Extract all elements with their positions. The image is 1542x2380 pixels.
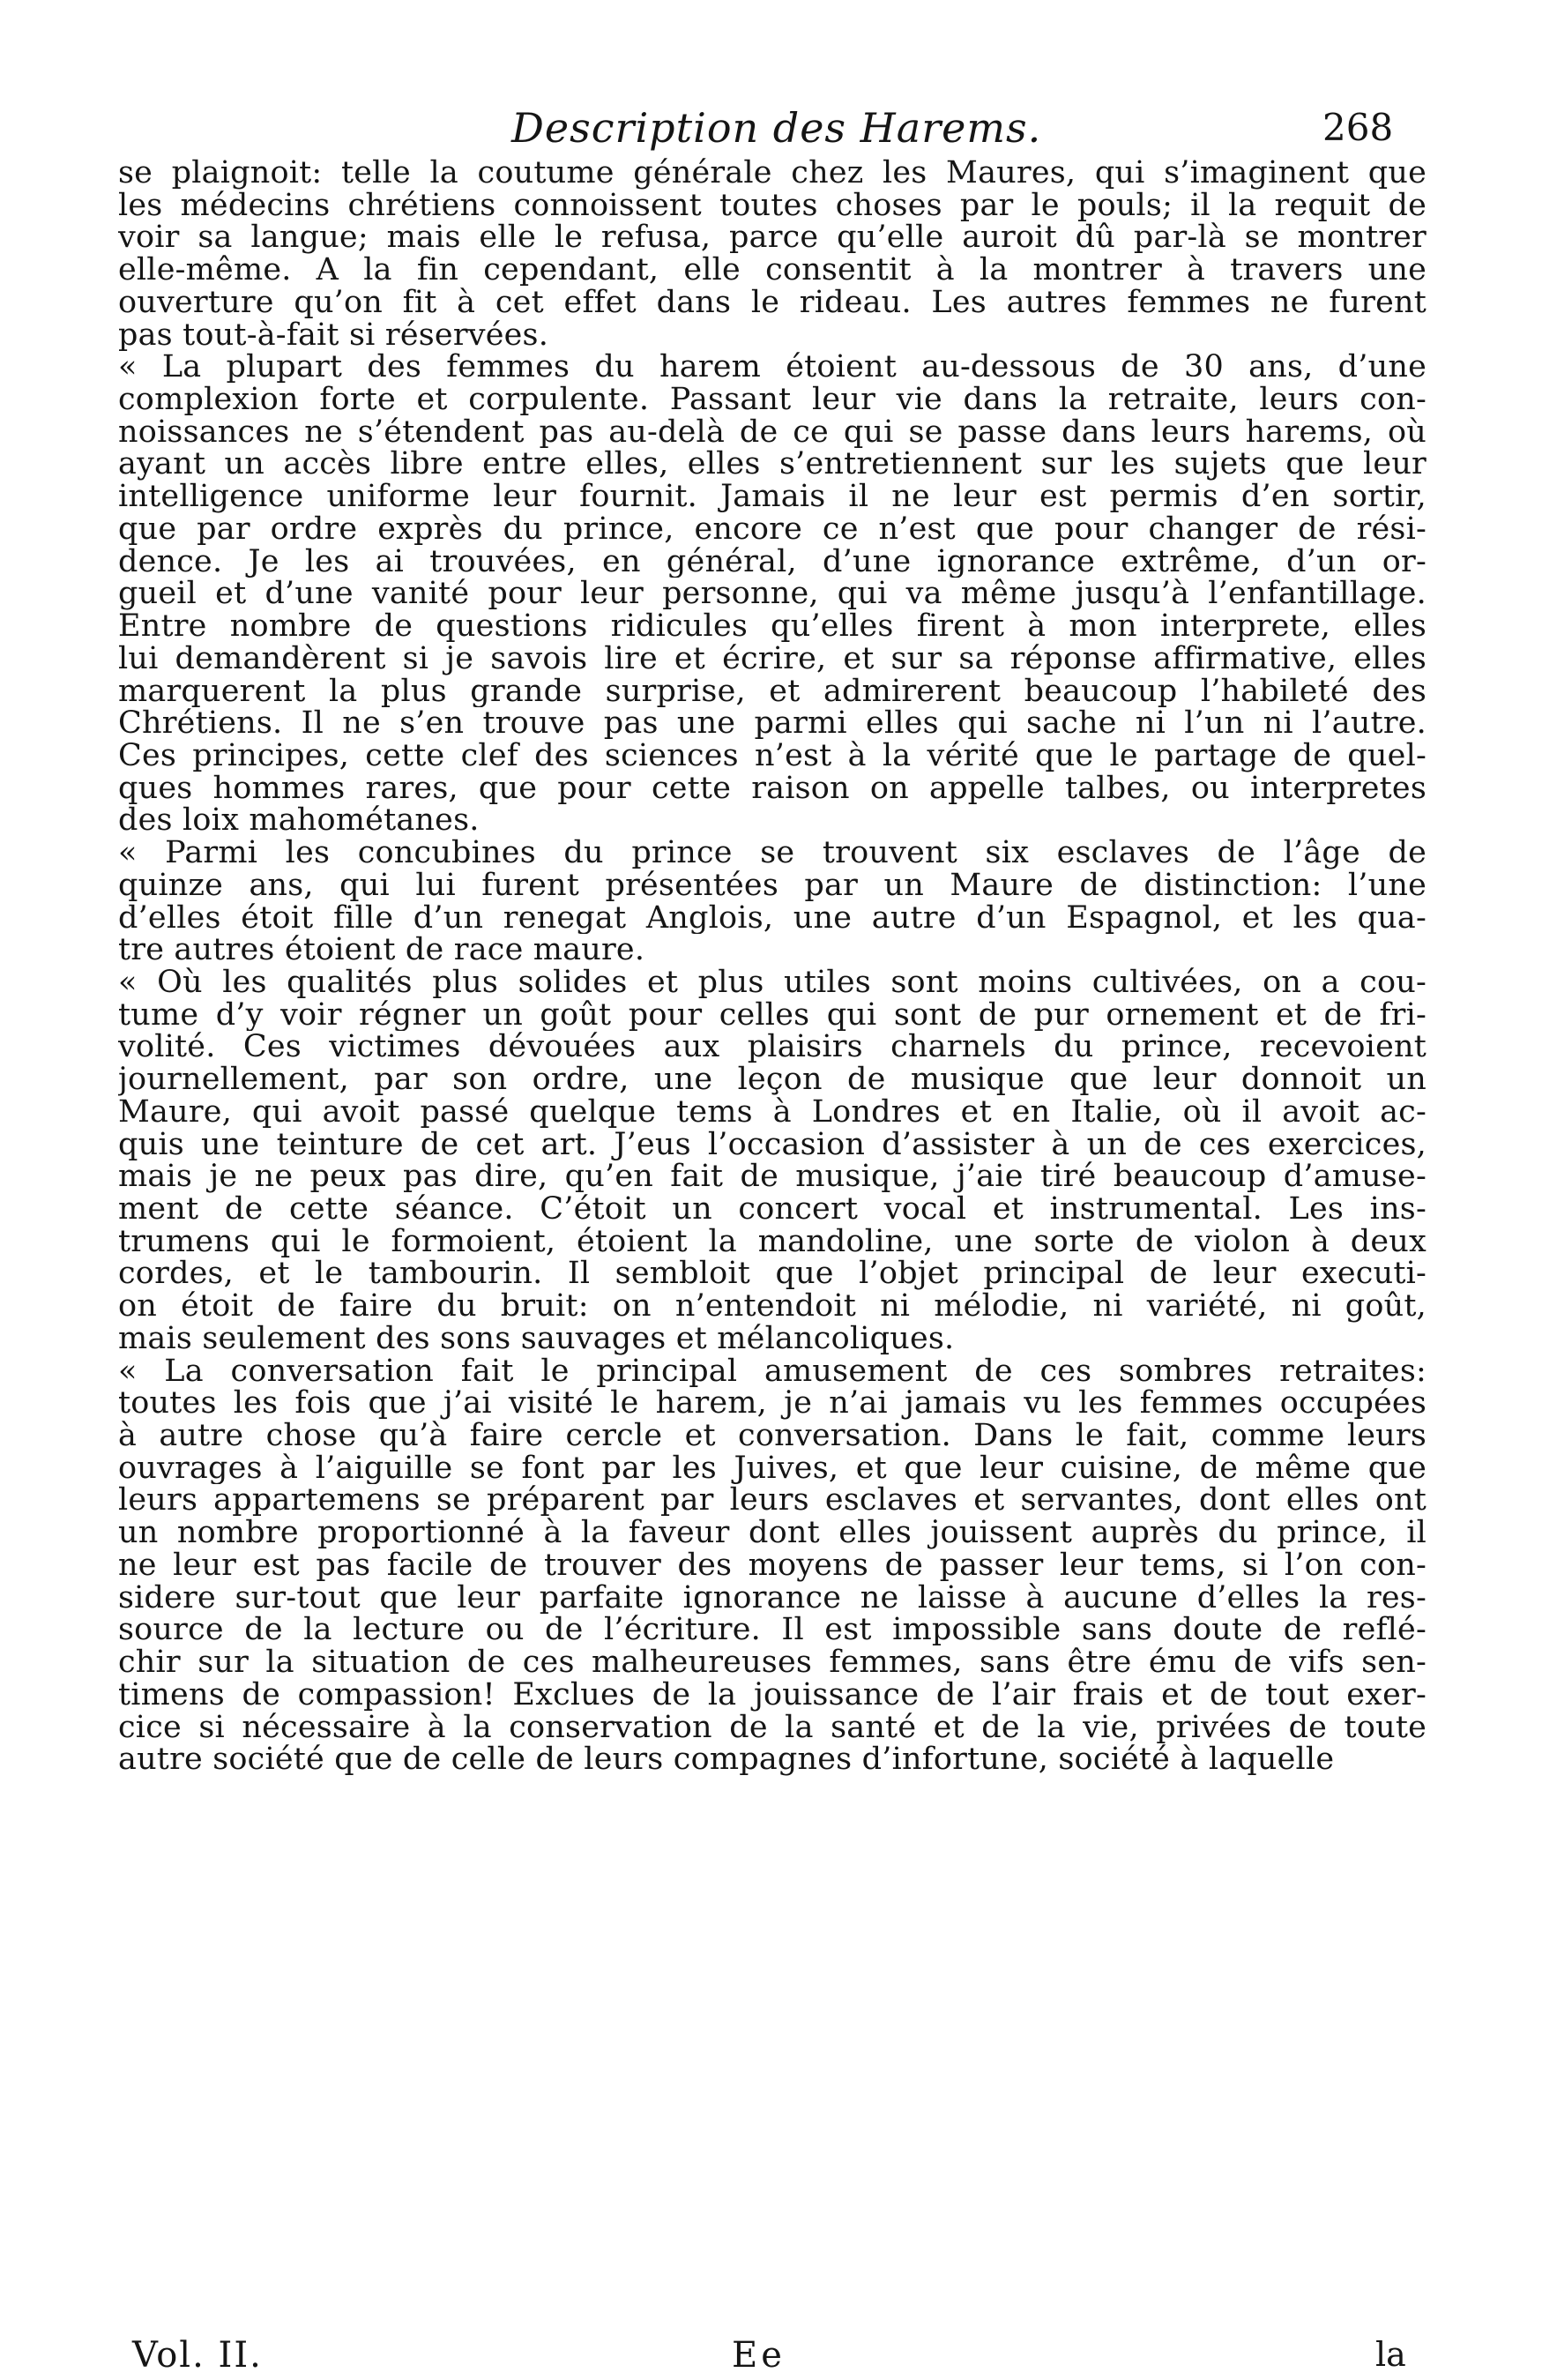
text-line: cordes, et le tambourin. Il sembloit que l’objet principal de leur executi-	[118, 1257, 1427, 1291]
text-line: marquerent la plus grande surprise, et admirerent beaucoup l’habileté des	[118, 675, 1427, 708]
text-line: leurs appartemens se préparent par leurs esclaves et servantes, dont elles ont	[118, 1484, 1427, 1518]
text-line: ques hommes rares, que pour cette raison on appelle talbes, ou interpretes	[118, 772, 1427, 805]
text-line: timens de compassion! Exclues de la jouissance de l’air frais et de tout exer-	[118, 1678, 1427, 1712]
text-line: Entre nombre de questions ridicules qu’elles firent à mon interprete, elles	[118, 610, 1427, 643]
text-line: intelligence uniforme leur fournit. Jamais il ne leur est permis d’en sortir,	[118, 481, 1427, 513]
text-line: Maure, qui avoit passé quelque tems à Londres et en Italie, où il avoit ac-	[118, 1095, 1427, 1129]
text-line: Ces principes, cette clef des sciences n’est à la vérité que le partage de quel-	[118, 739, 1427, 772]
body-text	[118, 157, 1427, 1776]
text-line: elle-même. A la fin cependant, elle consentit à la montrer à travers une	[118, 254, 1427, 287]
text-line: lui demandèrent si je savois lire et écrire, et sur sa réponse affirmative, elles	[118, 642, 1427, 675]
text-line: journellement, par son ordre, une leçon de musique que leur donnoit un	[118, 1063, 1427, 1096]
text-line: cice si nécessaire à la conservation de la santé et de la vie, privées de toute	[118, 1711, 1427, 1744]
text-line: volité. Ces victimes dévouées aux plaisirs charnels du prince, recevoient	[118, 1031, 1427, 1064]
running-title: Description des Harems.	[511, 104, 1042, 152]
text-line: complexion forte et corpulente. Passant leur vie dans la retraite, leurs con-	[118, 384, 1427, 416]
signature-mark: Ee	[732, 2335, 786, 2376]
text-line: « Où les qualités plus solides et plus utiles sont moins cultivées, on a cou-	[118, 966, 1427, 999]
text-line: « Parmi les concubines du prince se trouvent six esclaves de l’âge de	[118, 837, 1427, 869]
text-line: Chrétiens. Il ne s’en trouve pas une parmi elles qui sache ni l’un ni l’autre.	[118, 707, 1427, 740]
text-line: mais seulement des sons sauvages et mélancoliques.	[118, 1322, 955, 1355]
text-line: à autre chose qu’à faire cercle et conversation. Dans le fait, comme leurs	[118, 1420, 1427, 1452]
text-line: pas tout-à-fait si réservées.	[118, 318, 549, 352]
text-line: les médecins chrétiens connoissent toutes choses par le pouls; il la requit de	[118, 189, 1427, 222]
text-line: se plaignoit: telle la coutume générale chez les Maures, qui s’imaginent que	[118, 157, 1427, 190]
page-footer	[0, 2335, 1542, 2379]
catchword: la	[1375, 2335, 1406, 2374]
text-line: voir sa langue; mais elle le refusa, parce qu’elle auroit dû par-là se montrer	[118, 221, 1427, 255]
text-line: gueil et d’une vanité pour leur personne, qui va même jusqu’à l’enfantillage.	[118, 578, 1427, 611]
text-line: ouverture qu’on fit à cet effet dans le rideau. Les autres femmes ne furent	[118, 286, 1427, 319]
text-line: toutes les fois que j’ai visité le harem, je n’ai jamais vu les femmes occupées	[118, 1387, 1427, 1421]
text-line: « La conversation fait le principal amusement de ces sombres retraites:	[118, 1354, 1427, 1388]
text-line: source de la lecture ou de l’écriture. Il est impossible sans doute de reflé-	[118, 1614, 1427, 1647]
text-line: des loix mahométanes.	[118, 804, 480, 838]
text-line: quis une teinture de cet art. J’eus l’occasion d’assister à un de ces exercices,	[118, 1128, 1427, 1161]
text-line: sidere sur-tout que leur parfaite ignorance ne laisse à aucune d’elles la res-	[118, 1581, 1427, 1615]
text-line: mais je ne peux pas dire, qu’en fait de musique, j’aie tiré beaucoup d’amuse-	[118, 1160, 1427, 1193]
text-line: ayant un accès libre entre elles, elles s’entretiennent sur les sujets que leur	[118, 448, 1427, 481]
text-line: autre société que de celle de leurs compagnes d’infortune, société à laquelle	[118, 1743, 1335, 1776]
text-line: ne leur est pas facile de trouver des moyens de passer leur tems, si l’on con-	[118, 1548, 1427, 1582]
text-line: noissances ne s’étendent pas au-delà de ce qui se passe dans leurs harems, où	[118, 415, 1427, 449]
text-line: quinze ans, qui lui furent présentées par un Maure de distinction: l’une	[118, 869, 1427, 902]
text-line: dence. Je les ai trouvées, en général, d’une ignorance extrême, d’un or-	[118, 545, 1427, 578]
text-line: ouvrages à l’aiguille se font par les Juives, et que leur cuisine, de même que	[118, 1451, 1427, 1485]
text-line: « La plupart des femmes du harem étoient au-dessous de 30 ans, d’une	[118, 351, 1427, 384]
text-line: ment de cette séance. C’étoit un concert vocal et instrumental. Les ins-	[118, 1193, 1427, 1226]
text-line: que par ordre exprès du prince, encore ce n’est que pour changer de rési-	[118, 512, 1427, 546]
page-number: 268	[1322, 106, 1394, 149]
volume-mark: Vol. II.	[132, 2335, 263, 2376]
text-line: on étoit de faire du bruit: on n’entendoit ni mélodie, ni variété, ni goût,	[118, 1290, 1427, 1323]
text-line: tre autres étoient de race maure.	[118, 934, 645, 966]
text-line: chir sur la situation de ces malheureuses femmes, sans être ému de vifs sen-	[118, 1646, 1427, 1679]
text-line: trumens qui le formoient, étoient la mandoline, une sorte de violon à deux	[118, 1225, 1427, 1258]
text-line: tume d’y voir régner un goût pour celles qui sont de pur ornement et de fri-	[118, 998, 1427, 1032]
text-line: un nombre proportionné à la faveur dont elles jouissent auprès du prince, il	[118, 1517, 1427, 1549]
text-line: d’elles étoit fille d’un renegat Anglois, une autre d’un Espagnol, et les qua-	[118, 901, 1427, 935]
